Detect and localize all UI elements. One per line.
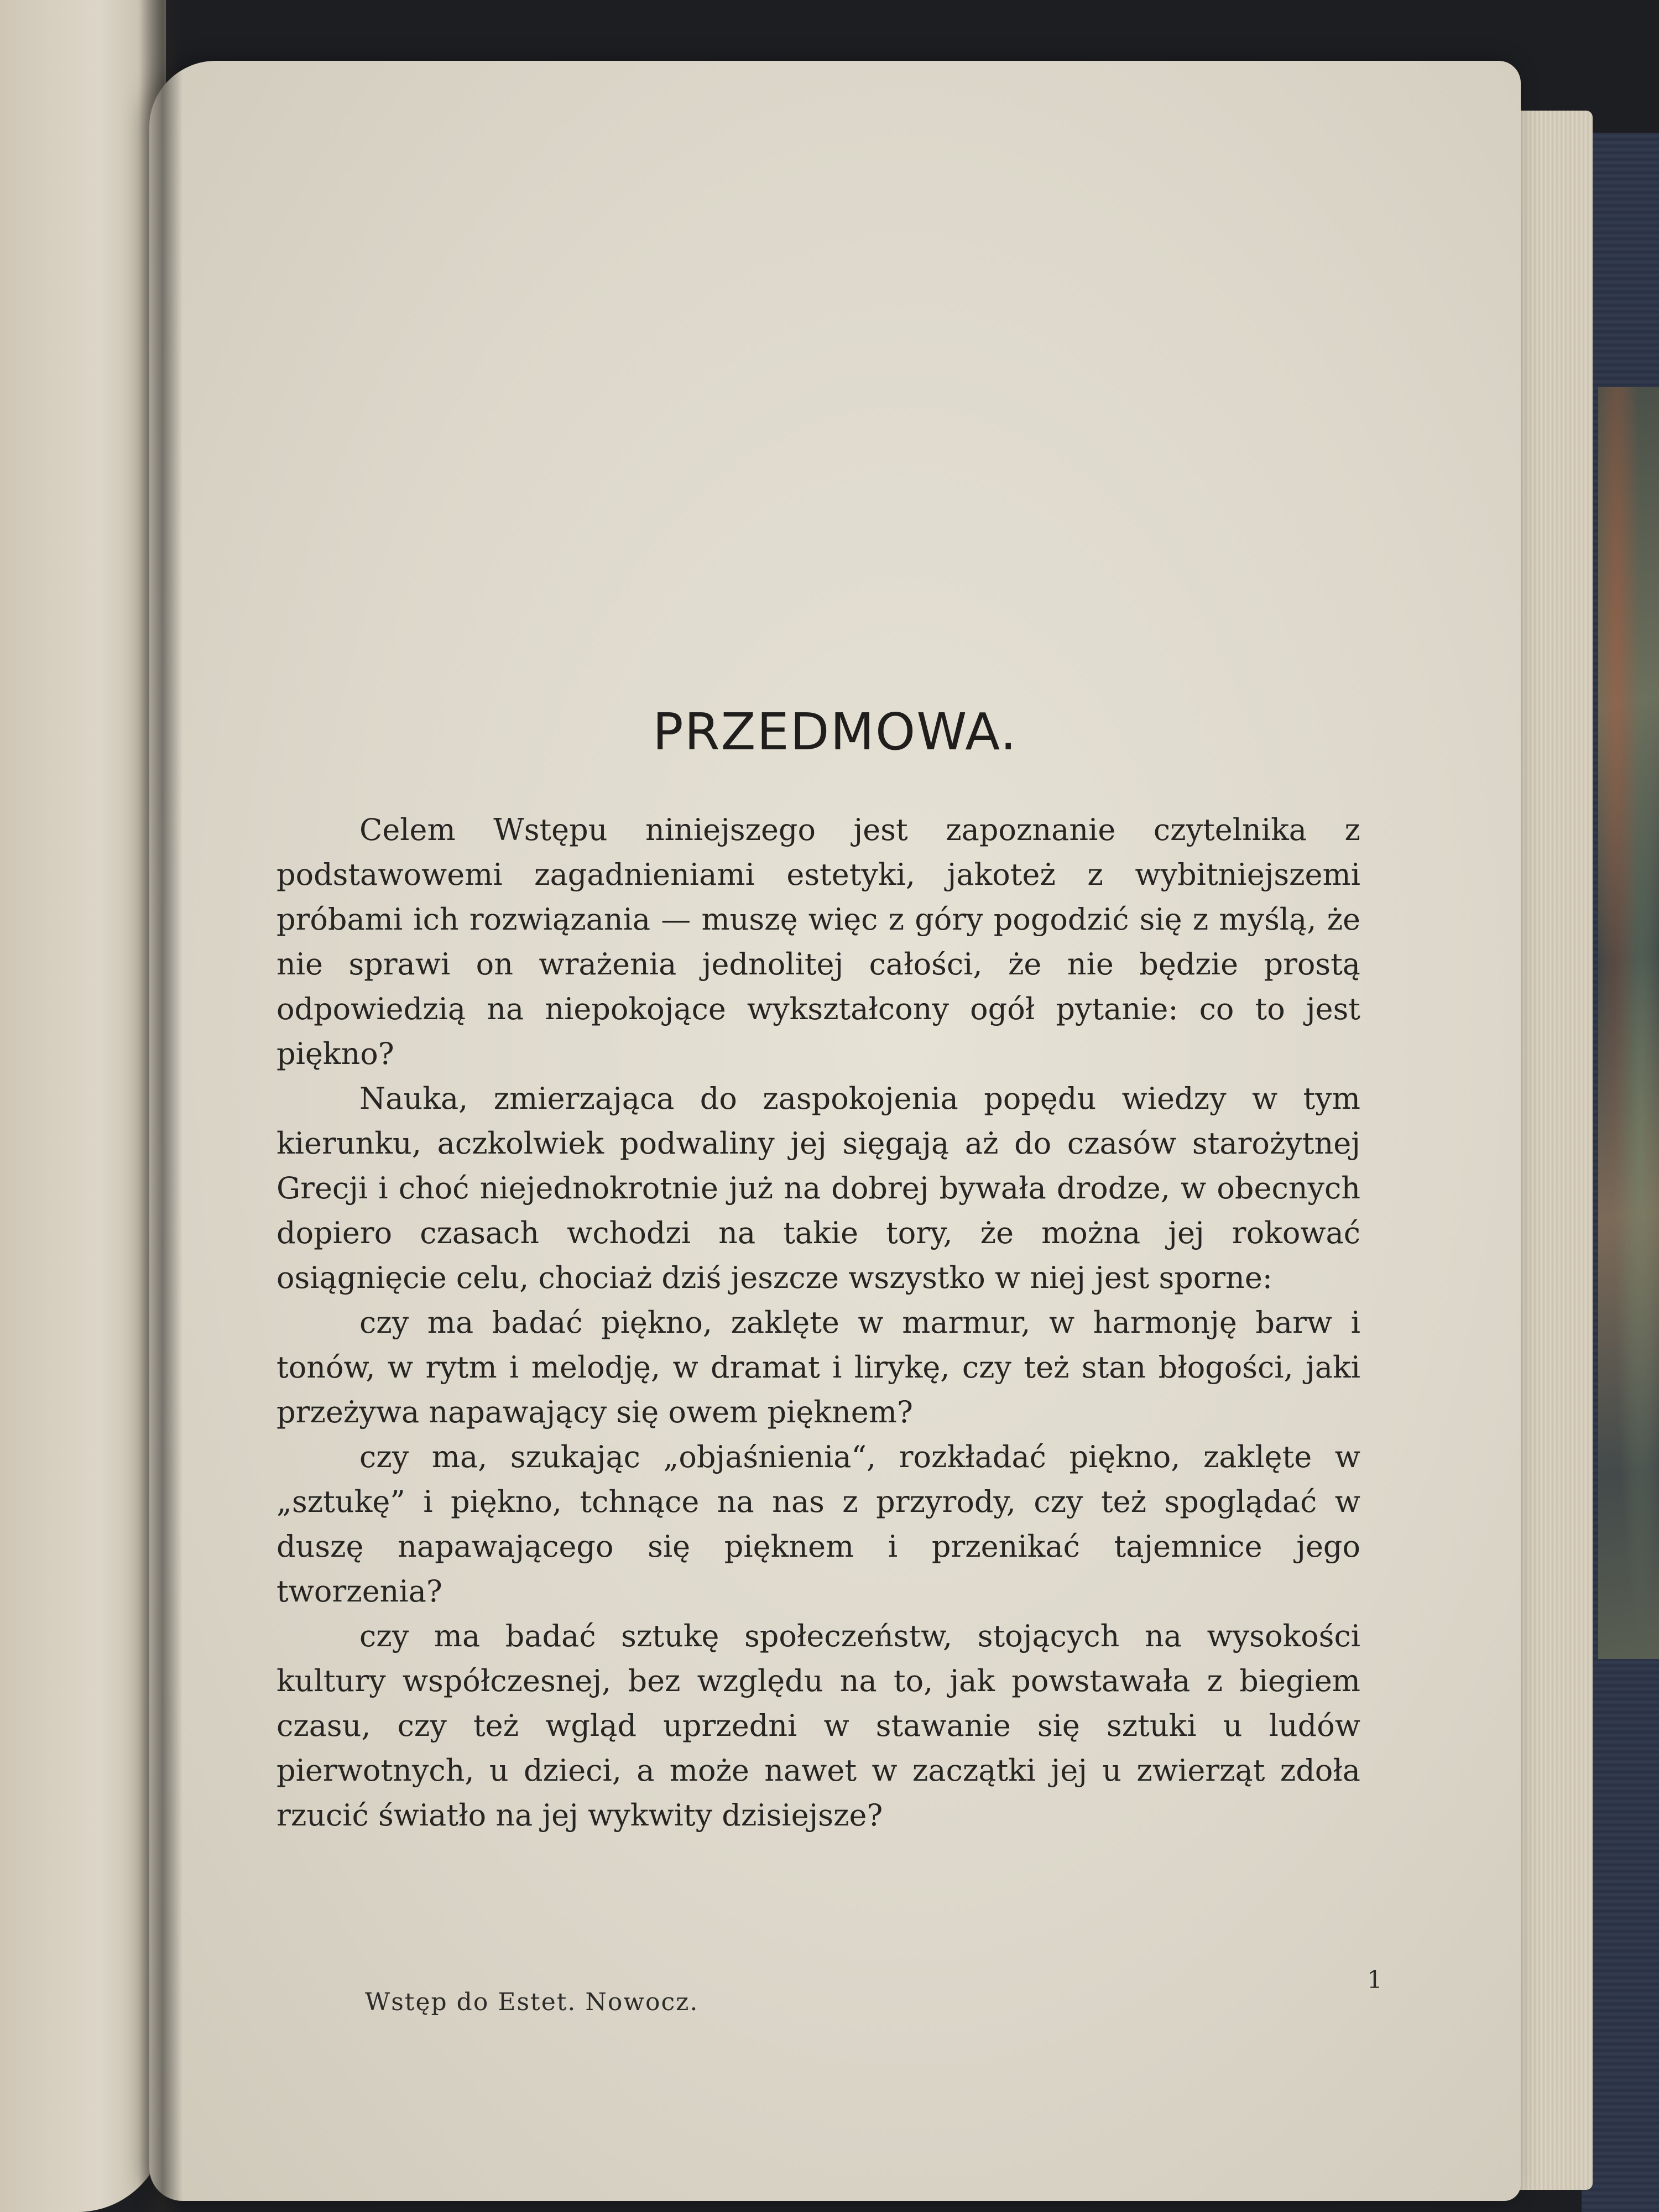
paragraph-3: czy ma badać piękno, zaklęte w marmur, w harmonję barw i tonów, w rytm i melodję, w dramat i lirykę, czy też stan błogości, jaki przeżywa napawający się owem pięknem? xyxy=(276,1305,1360,1430)
page-number: 1 xyxy=(1367,1966,1383,1994)
page-heading: PRZEDMOWA. xyxy=(653,702,1018,761)
book-gutter-shadow xyxy=(138,0,182,2212)
paragraph-4: czy ma, szukając „objaśnienia“, rozkładać piękno, zaklęte w „sztukę” i piękno, tchnące na nas z przyrody, czy też spoglądać w duszę napawającego się pięknem i przenikać tajemnice jego tworzenia? xyxy=(276,1439,1360,1609)
book-page xyxy=(149,61,1521,2201)
body-text xyxy=(276,807,1360,1838)
paragraph-5: czy ma badać sztukę społeczeństw, stojących na wysokości kultury współczesnej, bez względu na to, jak powstawała z biegiem czasu, czy też wgląd uprzedni w stawanie się sztuki u ludów pierwotnych, u dzieci, a może nawet w zaczątki jej u zwierząt zdoła rzucić światło na jej wykwity dzisiejsze? xyxy=(276,1619,1360,1833)
footer-title: Wstęp do Estet. Nowocz. xyxy=(365,1988,699,2016)
paragraph-1: Celem Wstępu niniejszego jest zapoznanie czytelnika z podstawowemi zagadnieniami estetyki, jakoteż z wybitniejszemi próbami ich rozwiązania — muszę więc z góry pogodzić się z myślą, że nie sprawi on wrażenia jednolitej całości, że nie będzie prostą odpowiedzią na niepokojące wykształcony ogół pytanie: co to jest piękno? xyxy=(276,812,1360,1071)
marbled-endpaper xyxy=(1598,387,1659,1659)
paragraph-2: Nauka, zmierzająca do zaspokojenia popędu wiedzy w tym kierunku, aczkolwiek podwaliny jej sięgają aż do czasów starożytnej Grecji i choć niejednokrotnie już na dobrej bywała drodze, w obecnych dopiero czasach wchodzi na takie tory, że można jej rokować osiągnięcie celu, chociaż dziś jeszcze wszystko w niej jest sporne: xyxy=(276,1081,1360,1295)
